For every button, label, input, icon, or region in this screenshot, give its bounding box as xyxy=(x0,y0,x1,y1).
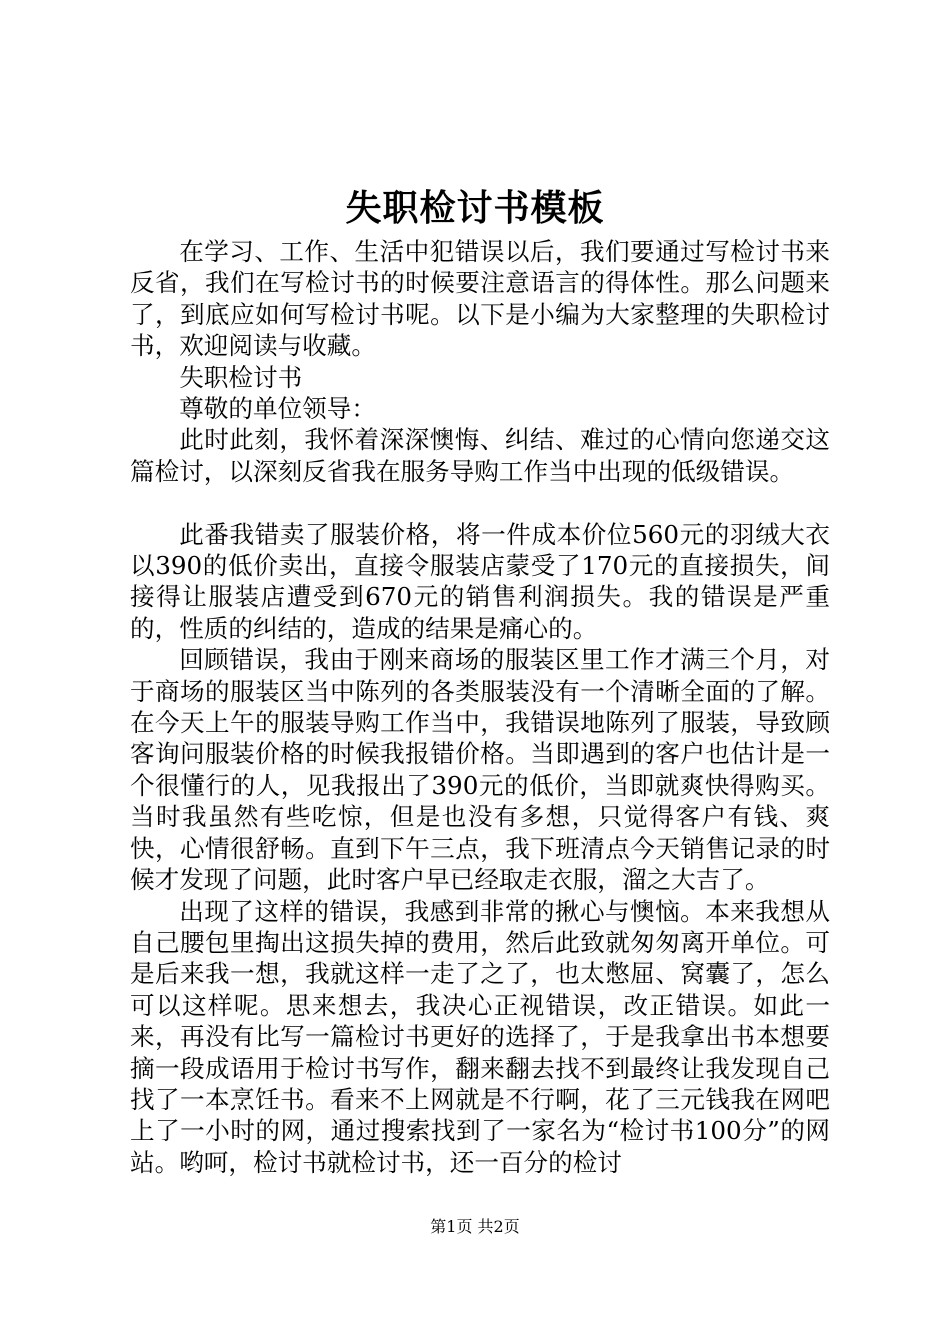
document-title: 失职检讨书模板 xyxy=(345,187,605,229)
paragraph-heading: 失职检讨书 xyxy=(179,362,303,392)
page-number-footer: 第1页 共2页 xyxy=(430,1217,520,1236)
document-body xyxy=(130,236,830,1178)
paragraph-salutation: 尊敬的单位领导： xyxy=(179,394,376,424)
paragraph-review: 回顾错误，我由于刚来商场的服装区里工作才满三个月，对于商场的服装区当中陈列的各类服装没有一个清晰全面的了解。在今天上午的服装导购工作当中，我错误地陈列了服装，导致顾客询问服装价格的时候我报错价格。当即遇到的客户也估计是一个很懂行的人，见我报出了390元的低价，当即就爽快得购买。当时我虽然有些吃惊，但是也没有多想，只觉得客户有钱、爽快，心情很舒畅。直到下午三点，我下班清点今天销售记录的时候才发现了问题，此时客户早已经取走衣服，溜之大吉了。 xyxy=(130,645,830,895)
paragraph-reflection: 出现了这样的错误，我感到非常的揪心与懊恼。本来我想从自己腰包里掏出这损失掉的费用，然后此致就匆匆离开单位。可是后来我一想，我就这样一走了之了，也太憋屈、窝囊了，怎么可以这样呢。思来想去，我决心正视错误，改正错误。如此一来，再没有比写一篇检讨书更好的选择了，于是我拿出书本想要摘一段成语用于检讨书写作，翻来翻去找不到最终让我发现自己找了一本烹饪书。看来不上网就是不行啊，花了三元钱我在网吧上了一小时的网，通过搜索找到了一家名为“检讨书100分”的网站。哟呵，检讨书就检讨书，还一百分的检讨 xyxy=(130,896,830,1177)
paragraph-mistake: 此番我错卖了服装价格，将一件成本价位560元的羽绒大衣以390的低价卖出，直接令服装店蒙受了170元的直接损失，间接得让服装店遭受到670元的销售利润损失。我的错误是严重的，性质的纠结的，造成的结果是痛心的。 xyxy=(130,519,830,643)
paragraph-intro: 在学习、工作、生活中犯错误以后，我们要通过写检讨书来反省，我们在写检讨书的时候要注意语言的得体性。那么问题来了，到底应如何写检讨书呢。以下是小编为大家整理的失职检讨书，欢迎阅读与收藏。 xyxy=(130,237,830,361)
paragraph-opening: 此时此刻，我怀着深深懊悔、纠结、难过的心情向您递交这篇检讨，以深刻反省我在服务导购工作当中出现的低级错误。 xyxy=(130,425,830,486)
